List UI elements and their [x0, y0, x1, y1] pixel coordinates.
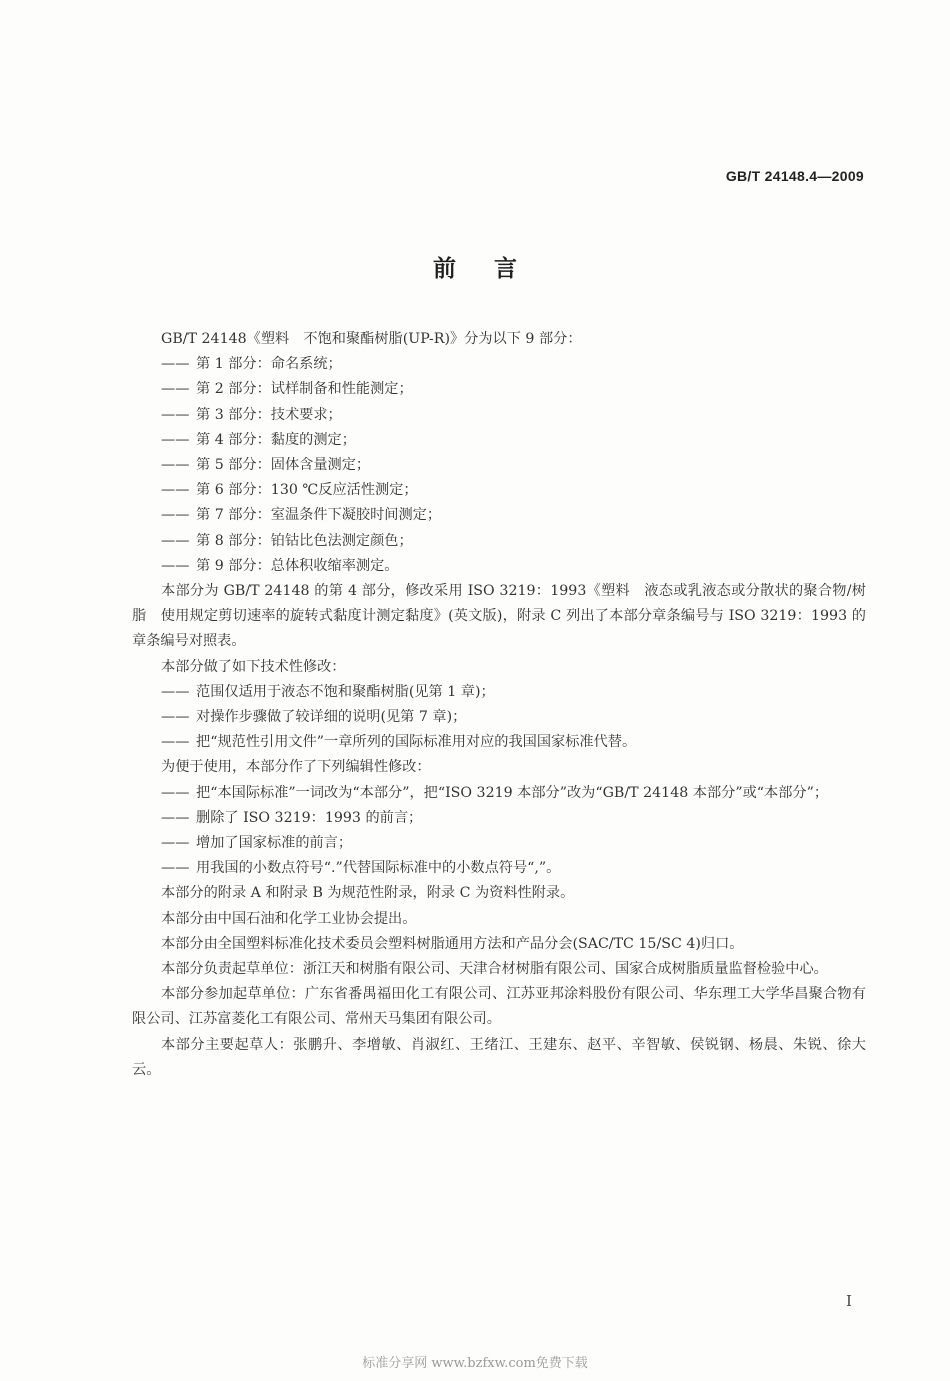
list-item [132, 781, 866, 806]
edit-changes-intro: 为便于使用，本部分作了下列编辑性修改： [161, 759, 431, 776]
dash-mark: —— [161, 406, 190, 423]
dash-mark: —— [161, 532, 190, 549]
dash-mark: —— [161, 683, 190, 700]
edit-change-item: 把“本国际标准”一词改为“本部分”，把“ISO 3219 本部分”改为“GB/T 24148 本部分”或“本部分”； [196, 784, 829, 801]
tech-change-item: 对操作步骤做了较详细的说明(见第 7 章)； [196, 709, 467, 726]
list-item [132, 478, 866, 503]
dash-mark: —— [161, 835, 190, 852]
part-item: 第 6 部分：130 ℃反应活性测定； [196, 482, 418, 499]
list-item [132, 831, 866, 856]
centralized-by: 本部分由全国塑料标准化技术委员会塑料树脂通用方法和产品分会(SAC/TC 15/SC 4)归口。 [161, 935, 744, 952]
part-item: 第 9 部分：总体积收缩率测定。 [196, 557, 399, 574]
list-item [132, 856, 866, 881]
intro-paragraph: GB/T 24148《塑料 不饱和聚酯树脂(UP-R)》分为以下 9 部分： [161, 331, 582, 347]
tech-change-item: 把“规范性引用文件”一章所列的国际标准用对应的我国国家标准代替。 [196, 734, 637, 751]
dash-mark: —— [161, 482, 190, 499]
standard-code: GB/T 24148.4—2009 [725, 168, 864, 184]
dash-mark: —— [161, 784, 190, 801]
drafting-unit: 本部分负责起草单位：浙江天和树脂有限公司、天津合材树脂有限公司、国家合成树脂质量监督检验中心。 [161, 961, 828, 978]
list-item [132, 680, 866, 705]
tech-changes-intro: 本部分做了如下技术性修改： [161, 658, 346, 675]
part-item: 第 8 部分：铂钴比色法测定颜色； [196, 532, 413, 549]
list-item [132, 403, 866, 428]
participating-units: 本部分参加起草单位：广东省番禺福田化工有限公司、江苏亚邦涂料股份有限公司、华东理工大学华昌聚合物有限公司、江苏富菱化工有限公司、常州天马集团有限公司。 [132, 986, 866, 1028]
list-item [132, 529, 866, 554]
dash-mark: —— [161, 431, 190, 448]
dash-mark: —— [161, 356, 190, 373]
dash-mark: —— [161, 809, 190, 826]
foreword-body [132, 327, 866, 1083]
main-drafters: 本部分主要起草人：张鹏升、李增敏、肖淑红、王绪江、王建东、赵平、辛智敏、侯锐钢、杨晨、朱锐、徐大云。 [132, 1036, 866, 1078]
part-item: 第 2 部分：试样制备和性能测定； [196, 381, 413, 398]
list-item [132, 730, 866, 755]
dash-mark: —— [161, 709, 190, 726]
tech-change-item: 范围仅适用于液态不饱和聚酯树脂(见第 1 章)； [196, 683, 495, 700]
dash-mark: —— [161, 381, 190, 398]
list-item [132, 705, 866, 730]
dash-mark: —— [161, 734, 190, 751]
page-title: 前言 [433, 255, 555, 282]
annex-note: 本部分的附录 A 和附录 B 为规范性附录，附录 C 为资料性附录。 [161, 885, 575, 902]
watermark: 标准分享网 www.bzfxw.com免费下载 [362, 1356, 588, 1371]
list-item [132, 428, 866, 453]
list-item [132, 554, 866, 579]
edit-change-item: 用我国的小数点符号“.”代替国际标准中的小数点符号“,”。 [196, 860, 561, 877]
part-item: 第 4 部分：黏度的测定； [196, 431, 356, 448]
list-item [132, 806, 866, 831]
dash-mark: —— [161, 507, 190, 524]
list-item [132, 453, 866, 478]
list-item [132, 377, 866, 402]
part-item: 第 7 部分：室温条件下凝胶时间测定； [196, 507, 442, 524]
dash-mark: —— [161, 860, 190, 877]
dash-mark: —— [161, 557, 190, 574]
page-number: I [846, 1292, 852, 1310]
edit-change-item: 增加了国家标准的前言； [196, 835, 353, 852]
adoption-paragraph: 本部分为 GB/T 24148 的第 4 部分，修改采用 ISO 3219：1993《塑料 液态或乳液态或分散状的聚合物/树脂 使用规定剪切速率的旋转式黏度计测定黏度》(英文版)，附录 C 列出了本部分章条编号与 ISO 3219：1993 的章条编号对照表。 [132, 583, 866, 650]
list-item [132, 352, 866, 377]
part-item: 第 5 部分：固体含量测定； [196, 457, 371, 474]
list-item [132, 503, 866, 528]
dash-mark: —— [161, 457, 190, 474]
edit-change-item: 删除了 ISO 3219：1993 的前言； [196, 809, 423, 826]
part-item: 第 3 部分：技术要求； [196, 406, 342, 423]
proposed-by: 本部分由中国石油和化学工业协会提出。 [161, 910, 417, 927]
part-item: 第 1 部分：命名系统； [196, 356, 342, 373]
